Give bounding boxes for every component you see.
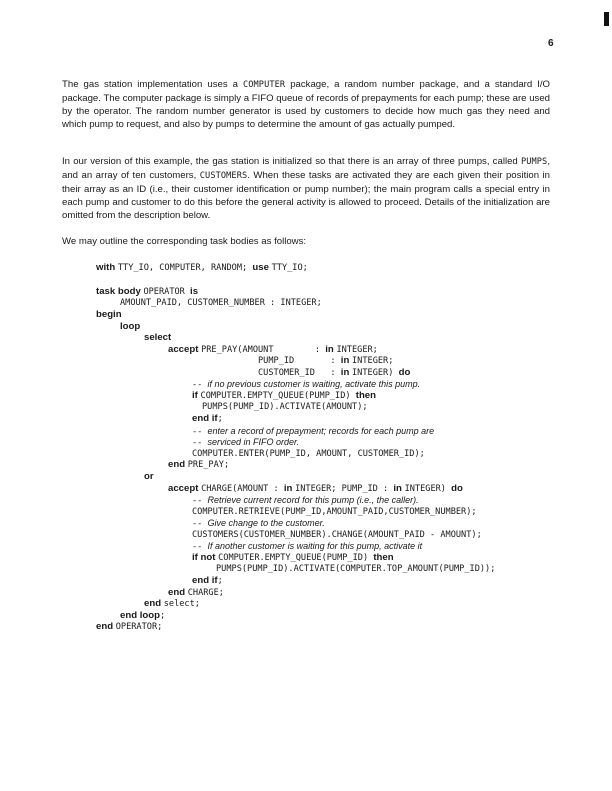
code-line: [96, 262, 308, 274]
code-comment: Retrieve current record for this pump (i.e., the caller).: [207, 495, 419, 505]
code-keyword: if: [192, 390, 201, 401]
code-keyword: end: [144, 598, 164, 609]
code-identifier: PUMPS: [520, 157, 548, 167]
code-text: --: [192, 542, 208, 552]
code-keyword: if not: [192, 552, 219, 563]
paragraph-packages: [62, 78, 550, 131]
code-text: PRE_PAY;: [187, 460, 230, 470]
scan-edge-mark: [604, 12, 609, 26]
code-text: AMOUNT_PAID, CUSTOMER_NUMBER : INTEGER;: [120, 298, 322, 308]
code-text: TTY_IO, COMPUTER, RANDOM;: [117, 263, 253, 273]
code-text: ;: [159, 611, 166, 621]
code-keyword: task body: [96, 286, 144, 297]
code-keyword: do: [451, 483, 463, 494]
code-line: [144, 332, 171, 344]
code-text: PUMP_ID :: [258, 356, 341, 366]
paragraph-text: package, a random number package, and a standard I/O package. The computer package is simply a FIFO queue of records of prepayments for each pump; these are used by the operator. The random number generator is used by customers to decide how much gas they need and which pump to request, and also by pumps to determine the amount of gas actually pumped.: [62, 79, 550, 130]
code-line: [192, 378, 420, 390]
code-text: COMPUTER.ENTER(PUMP_ID, AMOUNT, CUSTOMER_ID);: [192, 449, 425, 459]
paragraph-text: . When these tasks are activated they are each given their position in their array as an ID (i.e., their customer identification or pump number); the main program calls a special entry in each pump and customer to do this before the general activity is allowed to proceed. Details of the initialization are omitted from the description below.: [62, 170, 551, 221]
code-keyword: begin: [96, 309, 122, 320]
code-comment: If another customer is waiting for this pump, activate it: [207, 541, 423, 551]
code-keyword: in: [283, 483, 296, 494]
code-text: PUMPS(PUMP_ID).ACTIVATE(AMOUNT);: [202, 402, 368, 412]
paragraph-text: The gas station implementation uses a: [62, 79, 243, 90]
code-keyword: accept: [168, 344, 202, 355]
code-identifier: COMPUTER: [242, 80, 286, 90]
code-keyword: in: [393, 483, 405, 494]
code-text: --: [192, 438, 208, 448]
code-keyword: in: [340, 367, 352, 378]
code-comment: if no previous customer is waiting, activate this pump.: [207, 379, 421, 389]
code-keyword: do: [398, 367, 411, 378]
code-text: INTEGER;: [352, 356, 394, 366]
code-line: [96, 621, 162, 633]
code-text: COMPUTER.EMPTY_QUEUE(PUMP_ID): [218, 553, 374, 563]
paragraph-text: In our version of this example, the gas station is initialized so that there is an array of three pumps, called: [62, 156, 521, 167]
code-text: CHARGE(AMOUNT :: [201, 484, 284, 494]
code-text: INTEGER): [404, 484, 452, 494]
code-line: [258, 355, 393, 367]
code-text: OPERATOR: [143, 287, 191, 297]
paragraph-text: , and an array of ten customers,: [62, 156, 550, 181]
code-keyword: end if: [192, 575, 218, 586]
code-line: [192, 540, 422, 552]
code-line: [216, 563, 495, 575]
code-text: --: [192, 427, 208, 437]
code-text: INTEGER;: [336, 345, 378, 355]
code-keyword: then: [373, 552, 394, 563]
code-line: [120, 321, 140, 333]
code-text: --: [192, 380, 208, 390]
code-comment: Give change to the customer.: [207, 518, 325, 528]
code-line: [144, 471, 154, 483]
code-keyword: is: [190, 286, 199, 297]
code-text: OPERATOR;: [115, 622, 163, 632]
code-text: --: [192, 519, 208, 529]
code-keyword: end: [168, 459, 188, 470]
code-keyword: select: [144, 332, 172, 343]
code-line: [168, 459, 229, 471]
code-text: CHARGE;: [187, 588, 224, 598]
code-identifier: CUSTOMERS: [199, 171, 248, 181]
page-number: 6: [548, 38, 554, 49]
code-text: INTEGER; PUMP_ID :: [295, 484, 394, 494]
code-text: PUMPS(PUMP_ID).ACTIVATE(COMPUTER.TOP_AMOUNT(PUMP_ID));: [216, 564, 496, 574]
code-keyword: in: [340, 355, 352, 366]
code-line: [192, 517, 325, 529]
code-line: [96, 309, 122, 321]
code-keyword: use: [252, 262, 272, 273]
code-text: --: [192, 496, 208, 506]
code-keyword: with: [96, 262, 118, 273]
code-text: COMPUTER.EMPTY_QUEUE(PUMP_ID): [200, 391, 356, 401]
code-keyword: or: [144, 471, 154, 482]
code-line: [192, 494, 419, 506]
code-keyword: end: [168, 587, 188, 598]
paragraph-initialization: [62, 155, 550, 222]
code-line: [144, 598, 200, 610]
code-text: TTY_IO;: [271, 263, 308, 273]
code-keyword: end loop: [120, 610, 160, 621]
code-comment: serviced in FIFO order.: [207, 437, 300, 447]
code-line: [192, 436, 299, 448]
code-text: ;: [217, 414, 223, 424]
paragraph-text: We may outline the corresponding task bodies as follows:: [62, 236, 307, 247]
code-text: CUSTOMER_ID :: [258, 368, 341, 378]
code-keyword: in: [325, 344, 337, 355]
code-text: ;: [217, 576, 223, 586]
paragraph-outline-intro: [62, 235, 550, 248]
code-keyword: accept: [168, 483, 202, 494]
code-text: CUSTOMERS(CUSTOMER_NUMBER).CHANGE(AMOUNT_PAID - AMOUNT);: [192, 530, 482, 540]
code-text: select;: [163, 599, 200, 609]
code-keyword: loop: [120, 321, 141, 332]
code-keyword: then: [355, 390, 377, 401]
code-comment: enter a record of prepayment; records for each pump are: [207, 426, 435, 436]
code-line: [192, 575, 223, 587]
code-text: INTEGER): [352, 368, 399, 378]
code-line: [120, 297, 322, 309]
code-keyword: end: [96, 621, 116, 632]
code-line: [202, 401, 368, 413]
code-text: COMPUTER.RETRIEVE(PUMP_ID,AMOUNT_PAID,CUSTOMER_NUMBER);: [192, 507, 477, 517]
code-line: [192, 413, 223, 425]
code-keyword: end if: [192, 413, 218, 424]
code-text: PRE_PAY(AMOUNT :: [201, 345, 326, 355]
